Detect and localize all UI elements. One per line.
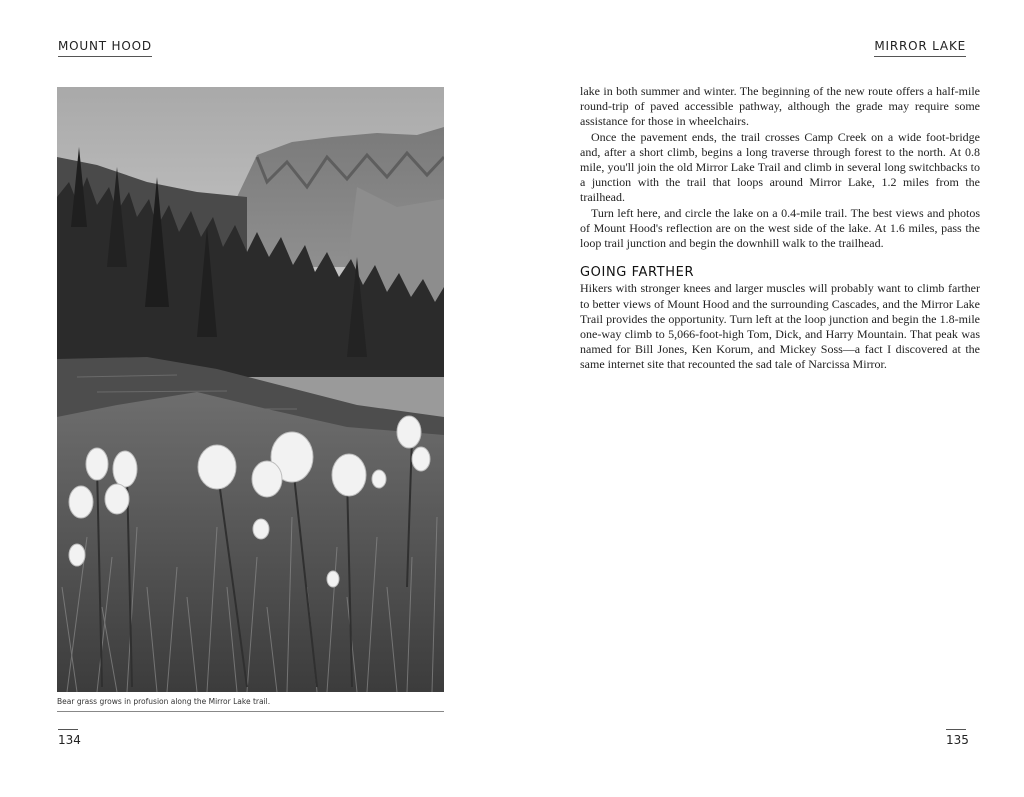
page-number-left: 134 [58, 729, 78, 747]
section-heading: GOING FARTHER [580, 265, 695, 281]
bear-grass-photo [57, 87, 444, 692]
paragraph: Turn left here, and circle the lake on a 0.4-mile trail. The best views and photos of Mount Hood's reflection are on the west side of the lake. At 1.6 miles, pass the loop trail junction and begin the downhill walk to the trailhead. [580, 205, 980, 251]
paragraph: lake in both summer and winter. The beginning of the new route offers a half-mile round-trip of paved accessible pathway, although the grade may require some assistance for those in wheelchairs. [580, 84, 980, 129]
paragraph: Hikers with stronger knees and larger muscles will probably want to climb farther to better views of Mount Hood and the surrounding Cascades, and the Mirror Lake Trail provides the opportunity. Turn left at the loop junction and begin the 1.8-mile one-way climb to 5,066-foot-high Tom, Dick, and Harry Mountain. That peak was named for Bill Jones, Ken Korum, and Mickey Soss—a fact I discovered at the same internet site that recounted the sad tale of Narcissa Mirror. [580, 281, 980, 372]
photo-caption: Bear grass grows in profusion along the Mirror Lake trail. [57, 697, 444, 712]
page-number-right: 135 [946, 729, 966, 747]
right-page [512, 0, 1024, 797]
running-head-left: MOUNT HOOD [58, 39, 152, 57]
body-text [580, 84, 980, 373]
paragraph: Once the pavement ends, the trail crosses Camp Creek on a wide foot-bridge and, after a short climb, begins a long traverse through forest to the north. At 0.8 mile, you'll join the old Mirror Lake Trail and climb in several long switchbacks to a junction with the trail that loops around Mirror Lake, 1.2 miles from the trailhead. [580, 129, 980, 205]
running-head-right: MIRROR LAKE [874, 39, 966, 57]
